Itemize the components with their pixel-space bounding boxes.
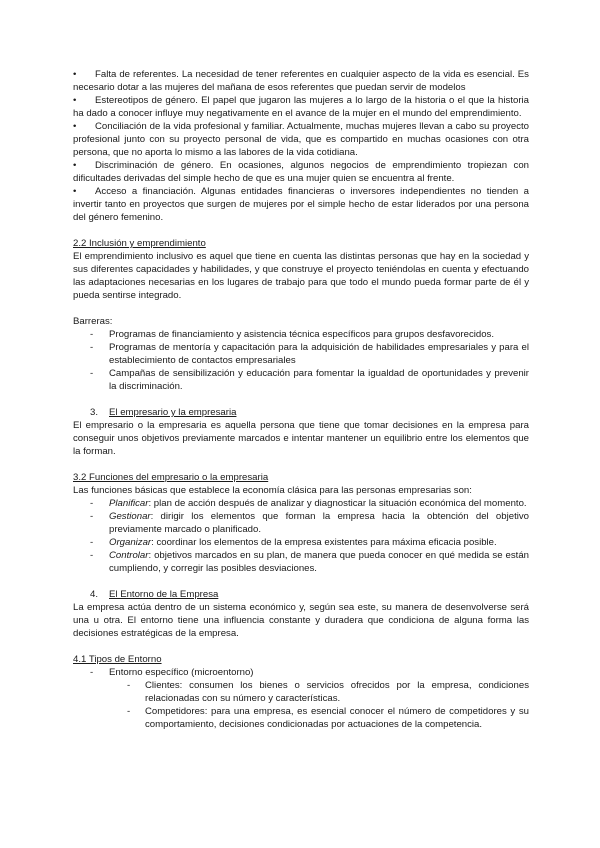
list-item: - Programas de financiamiento y asistencia técnica específicos para grupos desfavorecidos. <box>90 329 495 340</box>
section-body-2-2: El emprendimiento inclusivo es aquel que tiene en cuenta las distintas personas que hay en la sociedad y sus diferentes capacidades y habilidades, y que construye el proyecto teniéndolas en cuenta y efectuando las adaptaciones necesarias en los lugares de trabajo para que todo el mundo pueda formar parte de él y pueda sentirse integrado. <box>73 251 529 301</box>
section-heading-4-1: 4.1 Tipos de Entorno <box>73 654 162 665</box>
section-heading-4: 4. El Entorno de la Empresa <box>90 589 219 600</box>
entorno-sublist <box>73 679 529 731</box>
list-item: - Planificar: plan de acción después de analizar y diagnosticar la situación económica del momento. <box>90 498 527 509</box>
entorno-list <box>73 666 529 679</box>
bullet-item: • Acceso a financiación. Algunas entidades financieras o inversores independientes no tienden a invertir tanto en proyectos que surgen de mujeres por el simple hecho de estar liderados por una persona del género femenino. <box>73 186 529 223</box>
bullet-list <box>73 68 529 224</box>
section-heading-3-2: 3.2 Funciones del empresario o la empresaria <box>73 472 269 483</box>
section-heading-2-2: 2.2 Inclusión y emprendimiento <box>73 238 206 249</box>
list-item: - Programas de mentoría y capacitación para la adquisición de habilidades empresariales y para el establecimiento de contactos empresariales <box>90 342 529 366</box>
bullet-item: • Falta de referentes. La necesidad de tener referentes en cualquier aspecto de la vida es esencial. Es necesario dotar a las mujeres del mañana de esos referentes que puedan servir de modelos <box>73 69 529 93</box>
list-item: - Controlar: objetivos marcados en su plan, de manera que pueda conocer en qué medida se están cumpliendo, y corregir las posibles desviaciones. <box>90 550 529 574</box>
bullet-item: • Conciliación de la vida profesional y familiar. Actualmente, muchas mujeres llevan a cabo su proyecto profesional junto con su proyecto personal de vida, que es compartido en muchas ocasiones con otra persona, que no aporta lo mismo a las labores de la vida cotidiana. <box>73 121 529 158</box>
section-heading-3: 3. El empresario y la empresaria <box>90 407 237 418</box>
list-item: - Gestionar: dirigir los elementos que forman la empresa hacia la obtención del objetivo previamente marcado o planificado. <box>90 511 529 535</box>
section-intro-3-2: Las funciones básicas que establece la economía clásica para las personas empresarias son: <box>73 485 472 496</box>
barreras-label: Barreras: <box>73 316 113 327</box>
list-item: - Organizar: coordinar los elementos de la empresa existentes para máxima eficacia posible. <box>90 537 497 548</box>
section-body-3: El empresario o la empresaria es aquella persona que tiene que tomar decisiones en la empresa para conseguir unos objetivos previamente marcados e intentar mantener un equilibrio entre los elementos que la forman. <box>73 420 529 457</box>
list-item: - Campañas de sensibilización y educación para fomentar la igualdad de oportunidades y prevenir la discriminación. <box>90 368 529 392</box>
barreras-list <box>73 328 529 393</box>
bullet-item: • Discriminación de género. En ocasiones, algunos negocios de emprendimiento tropiezan con dificultades derivadas del simple hecho de que es una mujer quien se encuentra al frente. <box>73 160 529 184</box>
funciones-list <box>73 497 529 575</box>
list-item: - Competidores: para una empresa, es esencial conocer el número de competidores y su comportamiento, decisiones condicionadas por actuaciones de la competencia. <box>127 706 529 730</box>
list-item: - Clientes: consumen los bienes o servicios ofrecidos por la empresa, condiciones relacionadas con su número y características. <box>127 680 529 704</box>
section-body-4: La empresa actúa dentro de un sistema económico y, según sea este, su manera de desenvolverse será una u otra. El entorno tiene una influencia constante y duradera que condiciona de alguna forma las decisiones estratégicas de la empresa. <box>73 602 529 639</box>
list-item: - Entorno específico (microentorno) <box>90 667 254 678</box>
bullet-item: • Estereotipos de género. El papel que jugaron las mujeres a lo largo de la historia o el que la historia ha dado a conocer influye muy negativamente en el avance de la mujer en el mundo del emprendimiento. <box>73 95 529 119</box>
document-page <box>73 68 529 731</box>
